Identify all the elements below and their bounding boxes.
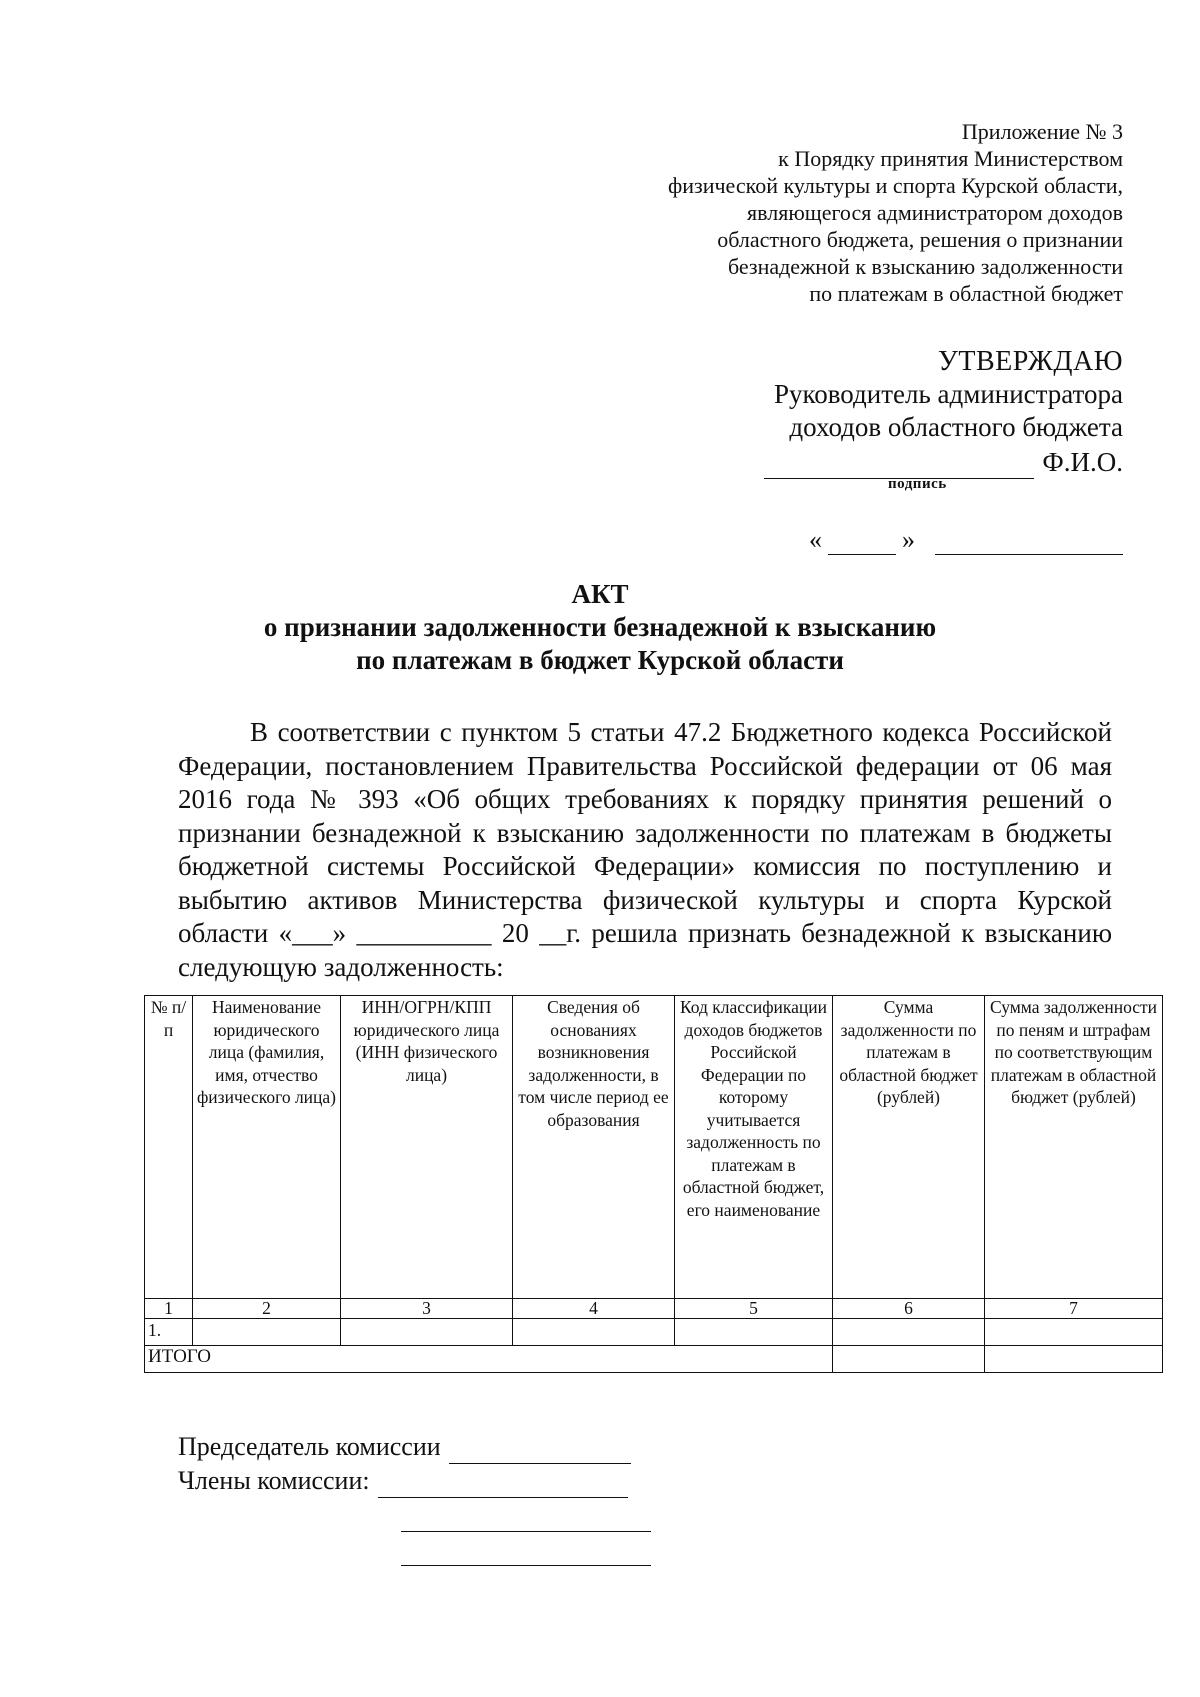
total-debt-cell[interactable] (833, 1346, 985, 1373)
table-header-cell: № п/п (145, 996, 193, 1299)
signature-line[interactable] (764, 452, 1034, 479)
column-number-cell: 6 (833, 1299, 985, 1319)
approval-heading: УТВЕРЖДАЮ (938, 346, 1123, 377)
table-cell[interactable] (513, 1319, 675, 1346)
chairman-signature-row (178, 1430, 651, 1464)
total-penalty-cell[interactable] (985, 1346, 1163, 1373)
date-close-quote: » (902, 525, 915, 554)
approval-date-row (809, 525, 1123, 555)
approval-signature-row (703, 446, 1123, 479)
appendix-line: к Порядку принятия Министерством (778, 146, 1123, 171)
approval-block (703, 345, 1123, 479)
appendix-line: по платежам в областной бюджет (809, 281, 1123, 306)
body-paragraph-text: В соответствии с пунктом 5 статьи 47.2 Бюджетного кодекса Российской Федерации, постановлением Правительства Российской федерации от 06 мая 2016 года № 393 «Об общих требованиях к порядку принятия решений о признании безнадежной к взысканию задолженности по платежам в бюджеты бюджетной системы Российской Федерации» комиссия по поступлению и выбытию активов Министерства физической культуры и спорта Курской области «___» __________ 20 __г. решила признать безнадежной к взысканию следующую задолженность: (178, 717, 1112, 982)
table-header-row (145, 996, 1163, 1299)
table-cell[interactable] (341, 1319, 513, 1346)
appendix-block (563, 118, 1123, 307)
title-line: по платежам в бюджет Курской области (356, 645, 844, 675)
column-number-cell: 4 (513, 1299, 675, 1319)
approval-position-line: Руководитель администратора (773, 379, 1123, 409)
approval-fio: Ф.И.О. (1042, 447, 1123, 477)
total-label-cell: ИТОГО (145, 1346, 833, 1373)
member-signature-line[interactable] (378, 1473, 628, 1498)
table-header-cell: Наименование юридического лица (фамилия, имя, отчество физического лица) (193, 996, 341, 1299)
table-cell[interactable] (193, 1319, 341, 1346)
column-number-cell: 7 (985, 1299, 1163, 1319)
table-total-row (145, 1346, 1163, 1373)
table-cell[interactable] (675, 1319, 833, 1346)
members-signature-row (178, 1464, 651, 1498)
table-header-cell: Код классификации доходов бюджетов Российской Федерации по которому учитывается задолженность по платежам в областной бюджет, его наименование (675, 996, 833, 1299)
table-header-cell: Сумма задолженности по пеням и штрафам по соответствующим платежам в областной бюджет (рублей) (985, 996, 1163, 1299)
table-cell[interactable] (985, 1319, 1163, 1346)
appendix-line: безнадежной к взысканию задолженности (727, 254, 1123, 279)
chairman-signature-line[interactable] (449, 1439, 631, 1464)
member-signature-line[interactable] (401, 1507, 651, 1532)
commission-signatures (178, 1430, 651, 1566)
table-header-cell: Сумма задолженности по платежам в областной бюджет (рублей) (833, 996, 985, 1299)
approval-position-line: доходов областного бюджета (789, 412, 1123, 442)
table-cell[interactable] (833, 1319, 985, 1346)
table-row (145, 1319, 1163, 1346)
date-day-field[interactable] (828, 532, 896, 555)
appendix-line: Приложение № 3 (961, 119, 1123, 144)
chairman-label: Председатель комиссии (178, 1432, 441, 1461)
date-open-quote: « (809, 525, 822, 554)
appendix-line: областного бюджета, решения о признании (717, 227, 1123, 252)
title-line: о признании задолженности безнадежной к взысканию (263, 612, 937, 642)
body-paragraph (178, 716, 1112, 984)
appendix-line: являющегося администратором доходов (747, 200, 1123, 225)
debt-table (144, 995, 1163, 1373)
date-month-year-field[interactable] (935, 532, 1123, 555)
table-header-cell: ИНН/ОГРН/КПП юридического лица (ИНН физического лица) (341, 996, 513, 1299)
table-header-cell: Сведения об основаниях возникновения задолженности, в том числе период ее образования (513, 996, 675, 1299)
members-signature-row (178, 1498, 651, 1532)
document-title (0, 578, 1200, 677)
member-signature-line[interactable] (401, 1541, 651, 1566)
column-number-cell: 1 (145, 1299, 193, 1319)
members-signature-row (178, 1532, 651, 1566)
table-column-number-row (145, 1299, 1163, 1319)
column-number-cell: 5 (675, 1299, 833, 1319)
members-label: Члены комиссии: (178, 1466, 370, 1495)
appendix-line: физической культуры и спорта Курской области, (667, 173, 1123, 198)
signature-caption: подпись (888, 476, 947, 492)
row-number-cell: 1. (145, 1319, 193, 1346)
column-number-cell: 3 (341, 1299, 513, 1319)
column-number-cell: 2 (193, 1299, 341, 1319)
title-line: АКТ (571, 579, 629, 609)
